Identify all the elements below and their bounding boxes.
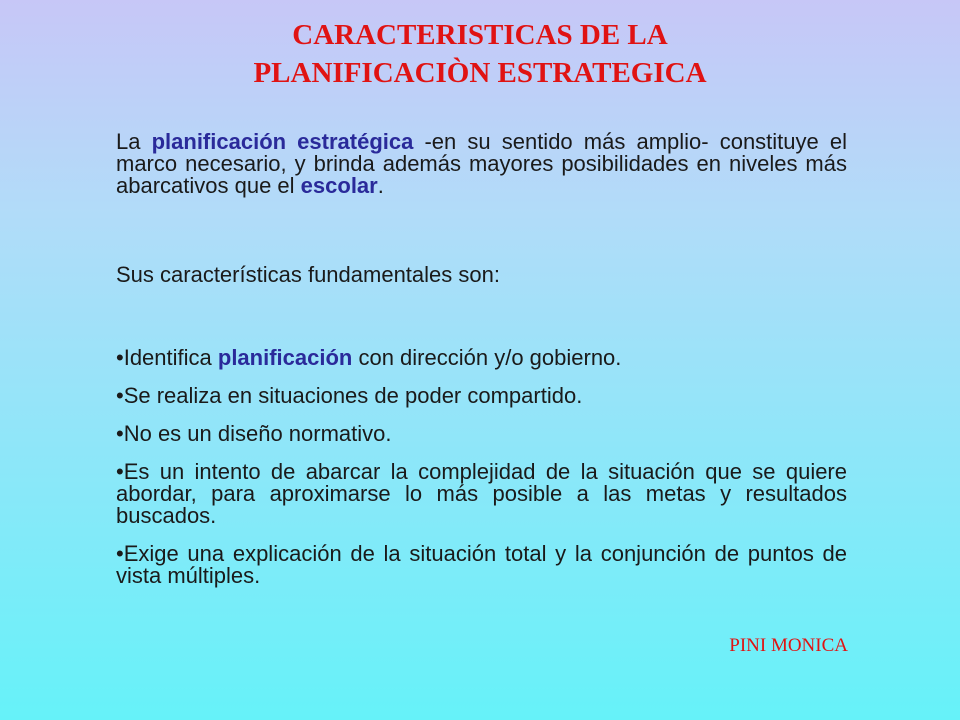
slide-title — [0, 16, 960, 92]
bullet-1-highlight: planificación — [217, 345, 353, 370]
characteristics-list — [116, 347, 847, 603]
intro-text-3: . — [377, 173, 384, 198]
intro-text-2: -en su sentido más amplio- constituye el marco necesario, y brinda además mayores posibilidades en niveles más abarcativos que el — [116, 129, 847, 198]
slide-title-line-1: CARACTERISTICAS DE LA — [292, 19, 668, 51]
list-item: •Se realiza en situaciones de poder compartido. — [116, 383, 583, 408]
intro-text-1: La — [116, 129, 152, 154]
bullet-1-text-1: •Identifica — [116, 345, 218, 370]
list-item — [116, 347, 847, 369]
author-signature: PINI MONICA — [729, 635, 848, 656]
list-item: •No es un diseño normativo. — [116, 421, 392, 446]
list-item: •Es un intento de abarcar la complejidad de la situación que se quiere abordar, para aproximarse lo más posible a las metas y resultados buscados. — [116, 459, 847, 528]
slide-title-line-2: PLANIFICACIÒN ESTRATEGICA — [253, 57, 707, 89]
lead-sentence: Sus características fundamentales son: — [116, 262, 500, 287]
intro-highlight-planificacion: planificación estratégica — [151, 129, 414, 154]
intro-paragraph — [116, 131, 847, 197]
intro-highlight-escolar: escolar — [300, 173, 378, 198]
bullet-1-text-2: con dirección y/o gobierno. — [352, 345, 622, 370]
list-item: •Exige una explicación de la situación total y la conjunción de puntos de vista múltiples. — [116, 541, 847, 588]
